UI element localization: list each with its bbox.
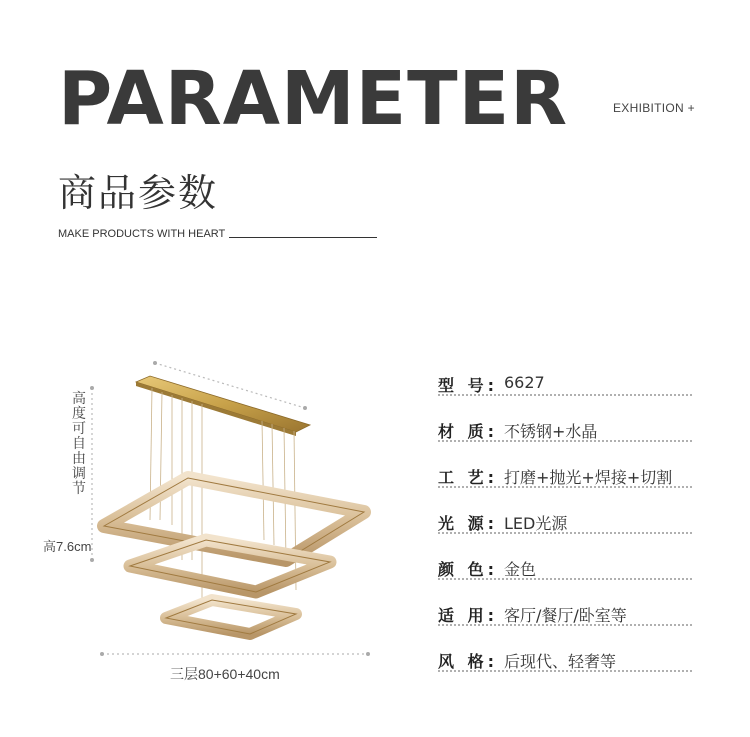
dotted-divider xyxy=(438,486,692,488)
spec-value: 6627 xyxy=(504,373,545,392)
dotted-divider xyxy=(438,578,692,580)
dotted-divider xyxy=(438,394,692,396)
dotted-divider xyxy=(438,624,692,626)
spec-row-usage xyxy=(438,598,692,644)
spec-label: 工 艺: xyxy=(438,468,498,487)
page-title: PARAMETER xyxy=(58,56,569,142)
chinese-title: 商品参数 xyxy=(58,171,219,215)
tagline-text: MAKE PRODUCTS WITH HEART xyxy=(58,228,226,240)
spec-row-light-source xyxy=(438,506,692,552)
spec-label: 光 源: xyxy=(438,514,498,533)
spec-value: 客厅/餐厅/卧室等 xyxy=(504,606,627,625)
spec-value: 打磨+抛光+焊接+切割 xyxy=(504,468,673,487)
adjustable-height-label: 高度可自由调节 xyxy=(72,391,86,497)
spec-label: 颜 色: xyxy=(438,560,498,579)
spec-row-style xyxy=(438,644,692,690)
spec-label: 适 用: xyxy=(438,606,498,625)
dotted-divider xyxy=(438,440,692,442)
spec-label: 型 号: xyxy=(438,376,498,395)
dotted-divider xyxy=(438,670,692,672)
dotted-divider xyxy=(438,532,692,534)
spec-value: 不锈钢+水晶 xyxy=(504,422,598,441)
exhibition-label: EXHIBITION + xyxy=(613,101,695,115)
spec-value: LED光源 xyxy=(504,514,568,533)
spec-row-model xyxy=(438,368,692,414)
width-label: 三层80+60+40cm xyxy=(170,666,280,682)
spec-row-craft xyxy=(438,460,692,506)
spec-label: 材 质: xyxy=(438,422,498,441)
spec-row-material xyxy=(438,414,692,460)
spec-value: 金色 xyxy=(504,560,537,579)
spec-value: 后现代、轻奢等 xyxy=(504,652,617,671)
spec-label: 风 格: xyxy=(438,652,498,671)
spec-row-color xyxy=(438,552,692,598)
spec-list xyxy=(438,368,692,690)
tier-small xyxy=(166,600,296,634)
height-label: 高7.6cm xyxy=(43,539,92,554)
